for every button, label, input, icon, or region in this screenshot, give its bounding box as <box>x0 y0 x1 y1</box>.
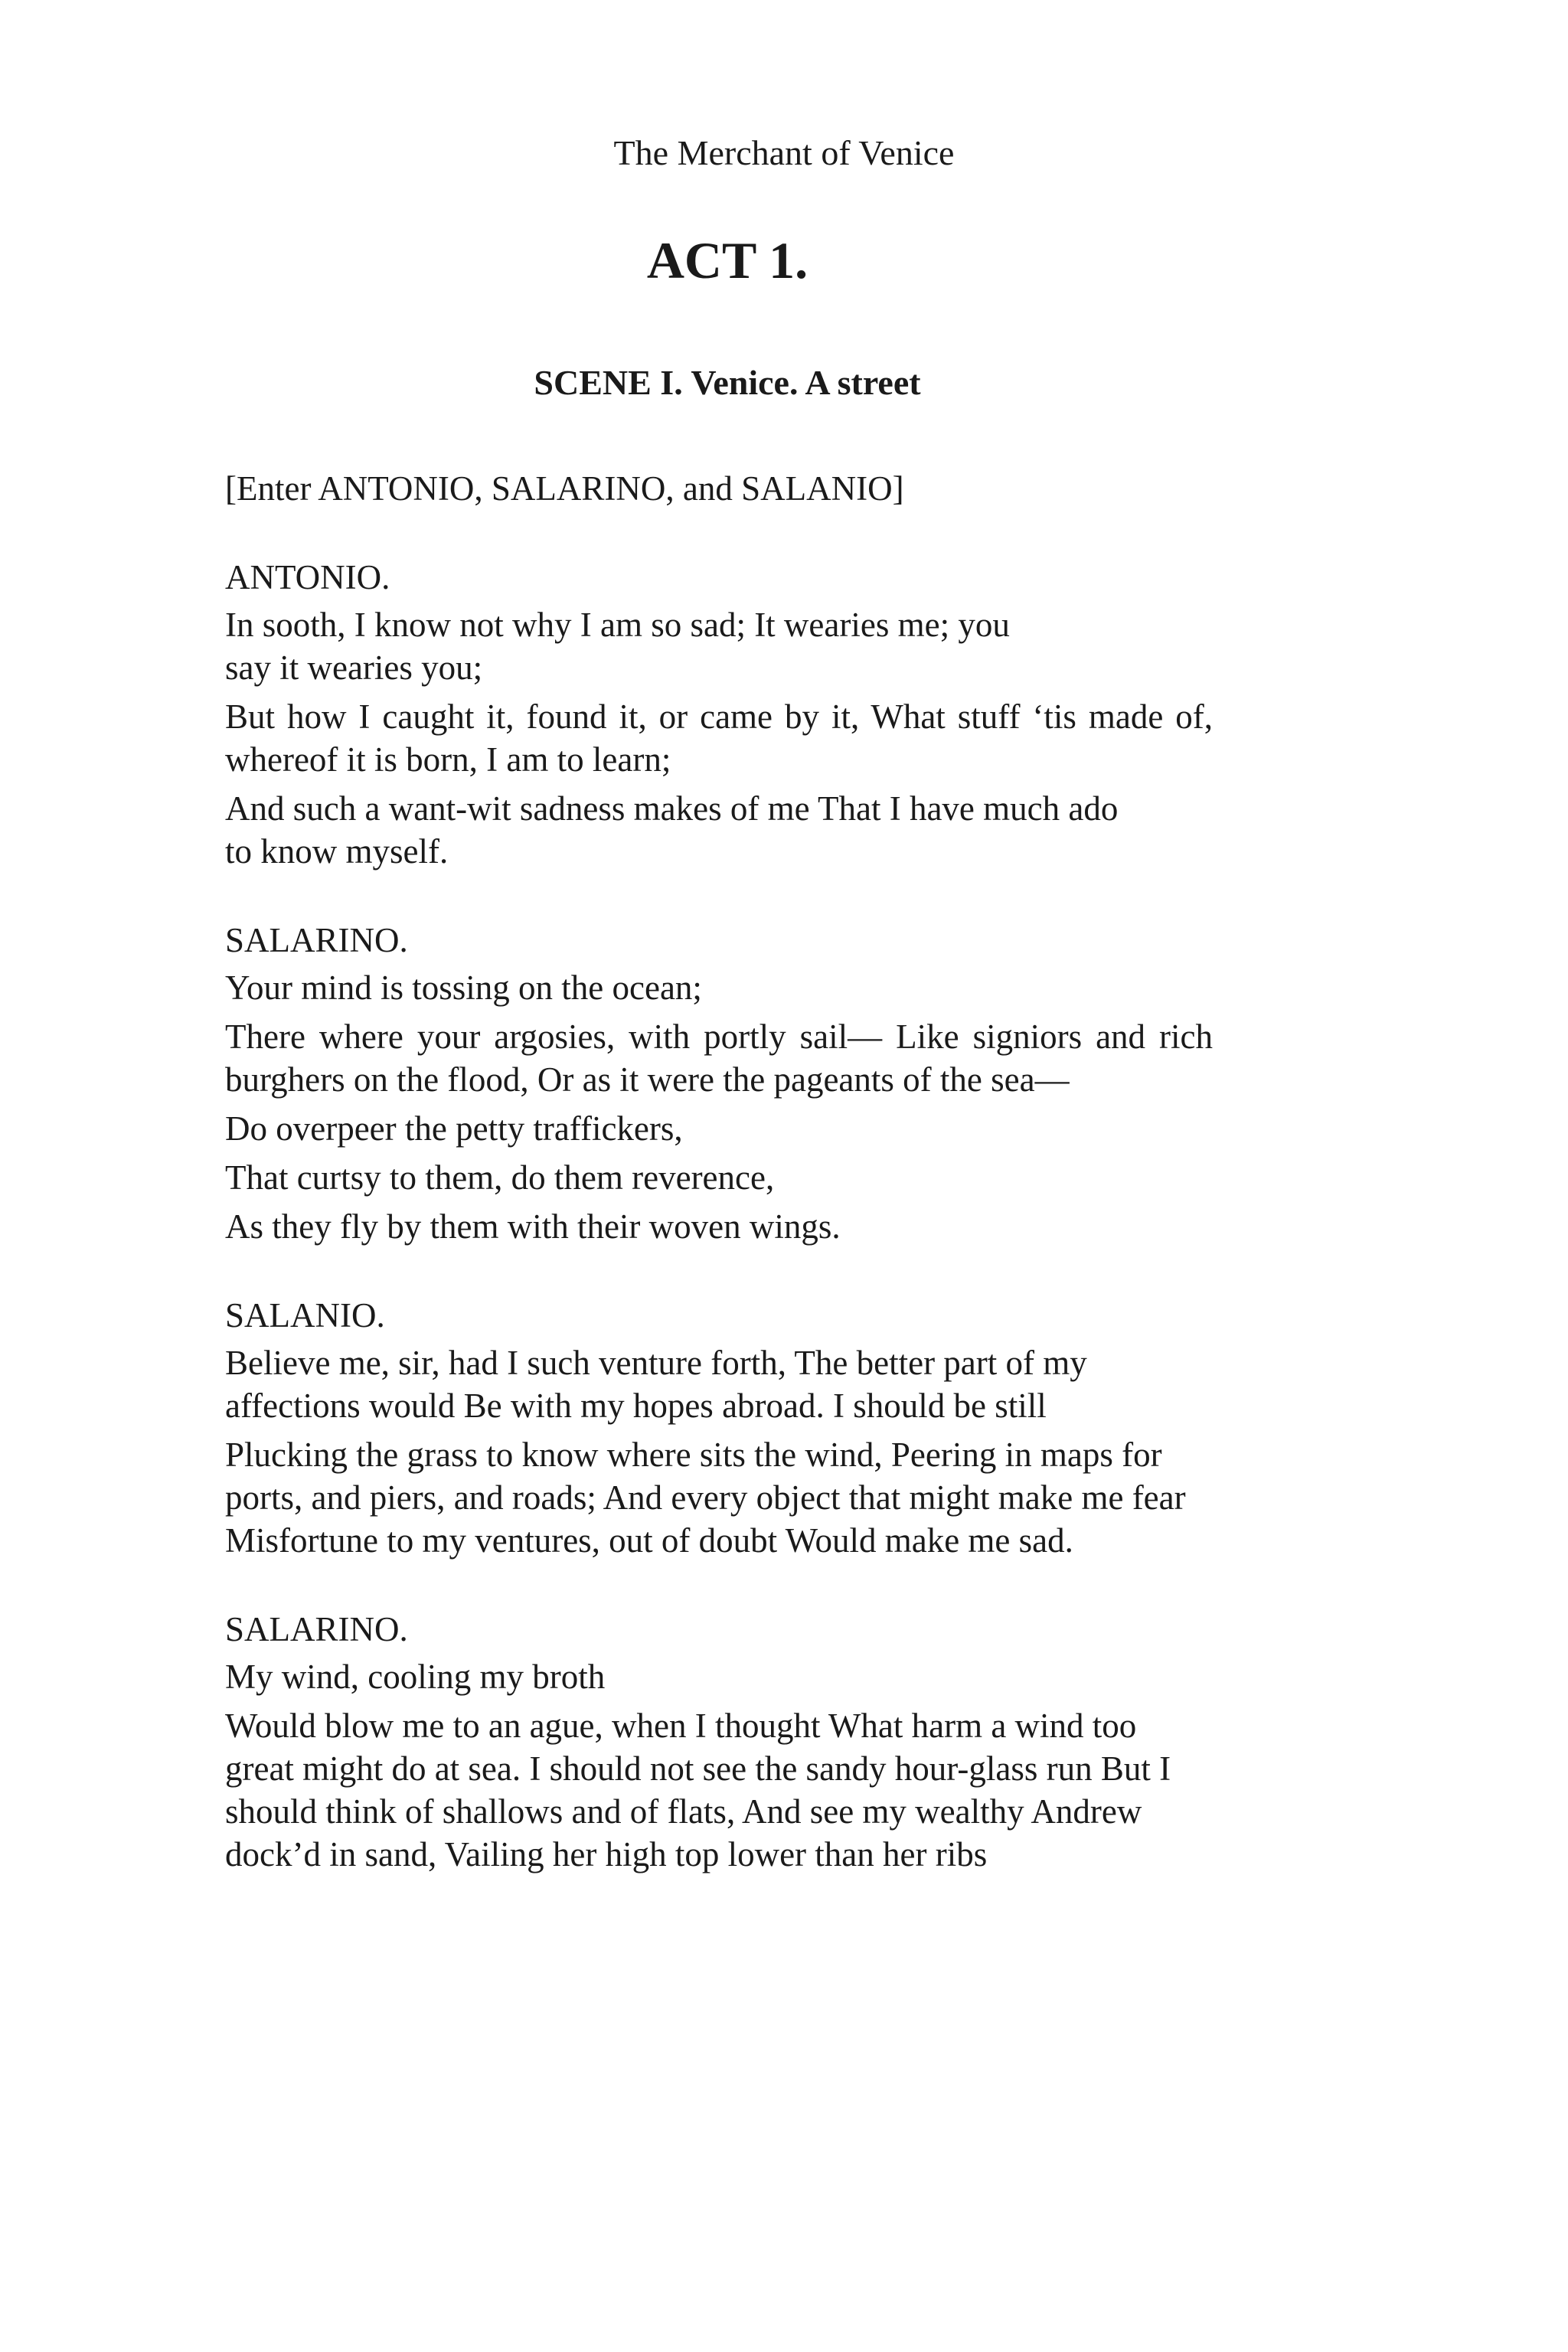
speaker-name: SALARINO. <box>225 921 408 959</box>
verse-line: Do overpeer the petty traffickers, <box>225 1109 683 1148</box>
speech-salanio <box>225 1294 1213 1562</box>
verse-line: And such a want-wit sadness makes of me That I have much ado to know myself. <box>225 789 1119 871</box>
verse-line: Plucking the grass to know where sits the wind, Peering in maps for ports, and piers, and roads; And every object that might make me fear Misfortune to my ventures, out of doubt Would make me sad. <box>225 1436 1186 1560</box>
speech-salarino-2 <box>225 1608 1213 1876</box>
verse-line: Would blow me to an ague, when I thought What harm a wind too great might do at sea. I should not see the sandy hour-glass run But I should think of shallows and of flats, And see my wealthy Andrew dock’d in sand, Vailing her high top lower than her ribs <box>225 1707 1171 1873</box>
speech-antonio <box>225 556 1213 873</box>
play-text <box>225 467 1213 1922</box>
speaker-name: ANTONIO. <box>225 558 390 596</box>
verse-line: In sooth, I know not why I am so sad; It wearies me; you say it wearies you; <box>225 606 1010 687</box>
running-title: The Merchant of Venice <box>613 133 955 172</box>
verse-line: Believe me, sir, had I such venture forth, The better part of my affections would Be with my hopes abroad. I should be still <box>225 1344 1087 1425</box>
verse-line: My wind, cooling my broth <box>225 1658 606 1696</box>
verse-line: There where your argosies, with portly sail— Like signiors and rich burghers on the flood, Or as it were the pageants of the sea— <box>225 1018 1213 1099</box>
verse-line: But how I caught it, found it, or came by it, What stuff ‘tis made of, whereof it is born, I am to learn; <box>225 697 1213 779</box>
speaker-name: SALANIO. <box>225 1296 385 1334</box>
verse-line: Your mind is tossing on the ocean; <box>225 969 702 1007</box>
speech-salarino <box>225 919 1213 1248</box>
stage-direction: [Enter ANTONIO, SALARINO, and SALANIO] <box>225 469 904 508</box>
verse-line: As they fly by them with their woven wings. <box>225 1207 841 1246</box>
speaker-name: SALARINO. <box>225 1610 408 1648</box>
scene-heading: SCENE I. Venice. A street <box>534 363 921 402</box>
verse-line: That curtsy to them, do them reverence, <box>225 1158 775 1197</box>
act-heading: ACT 1. <box>646 231 808 289</box>
